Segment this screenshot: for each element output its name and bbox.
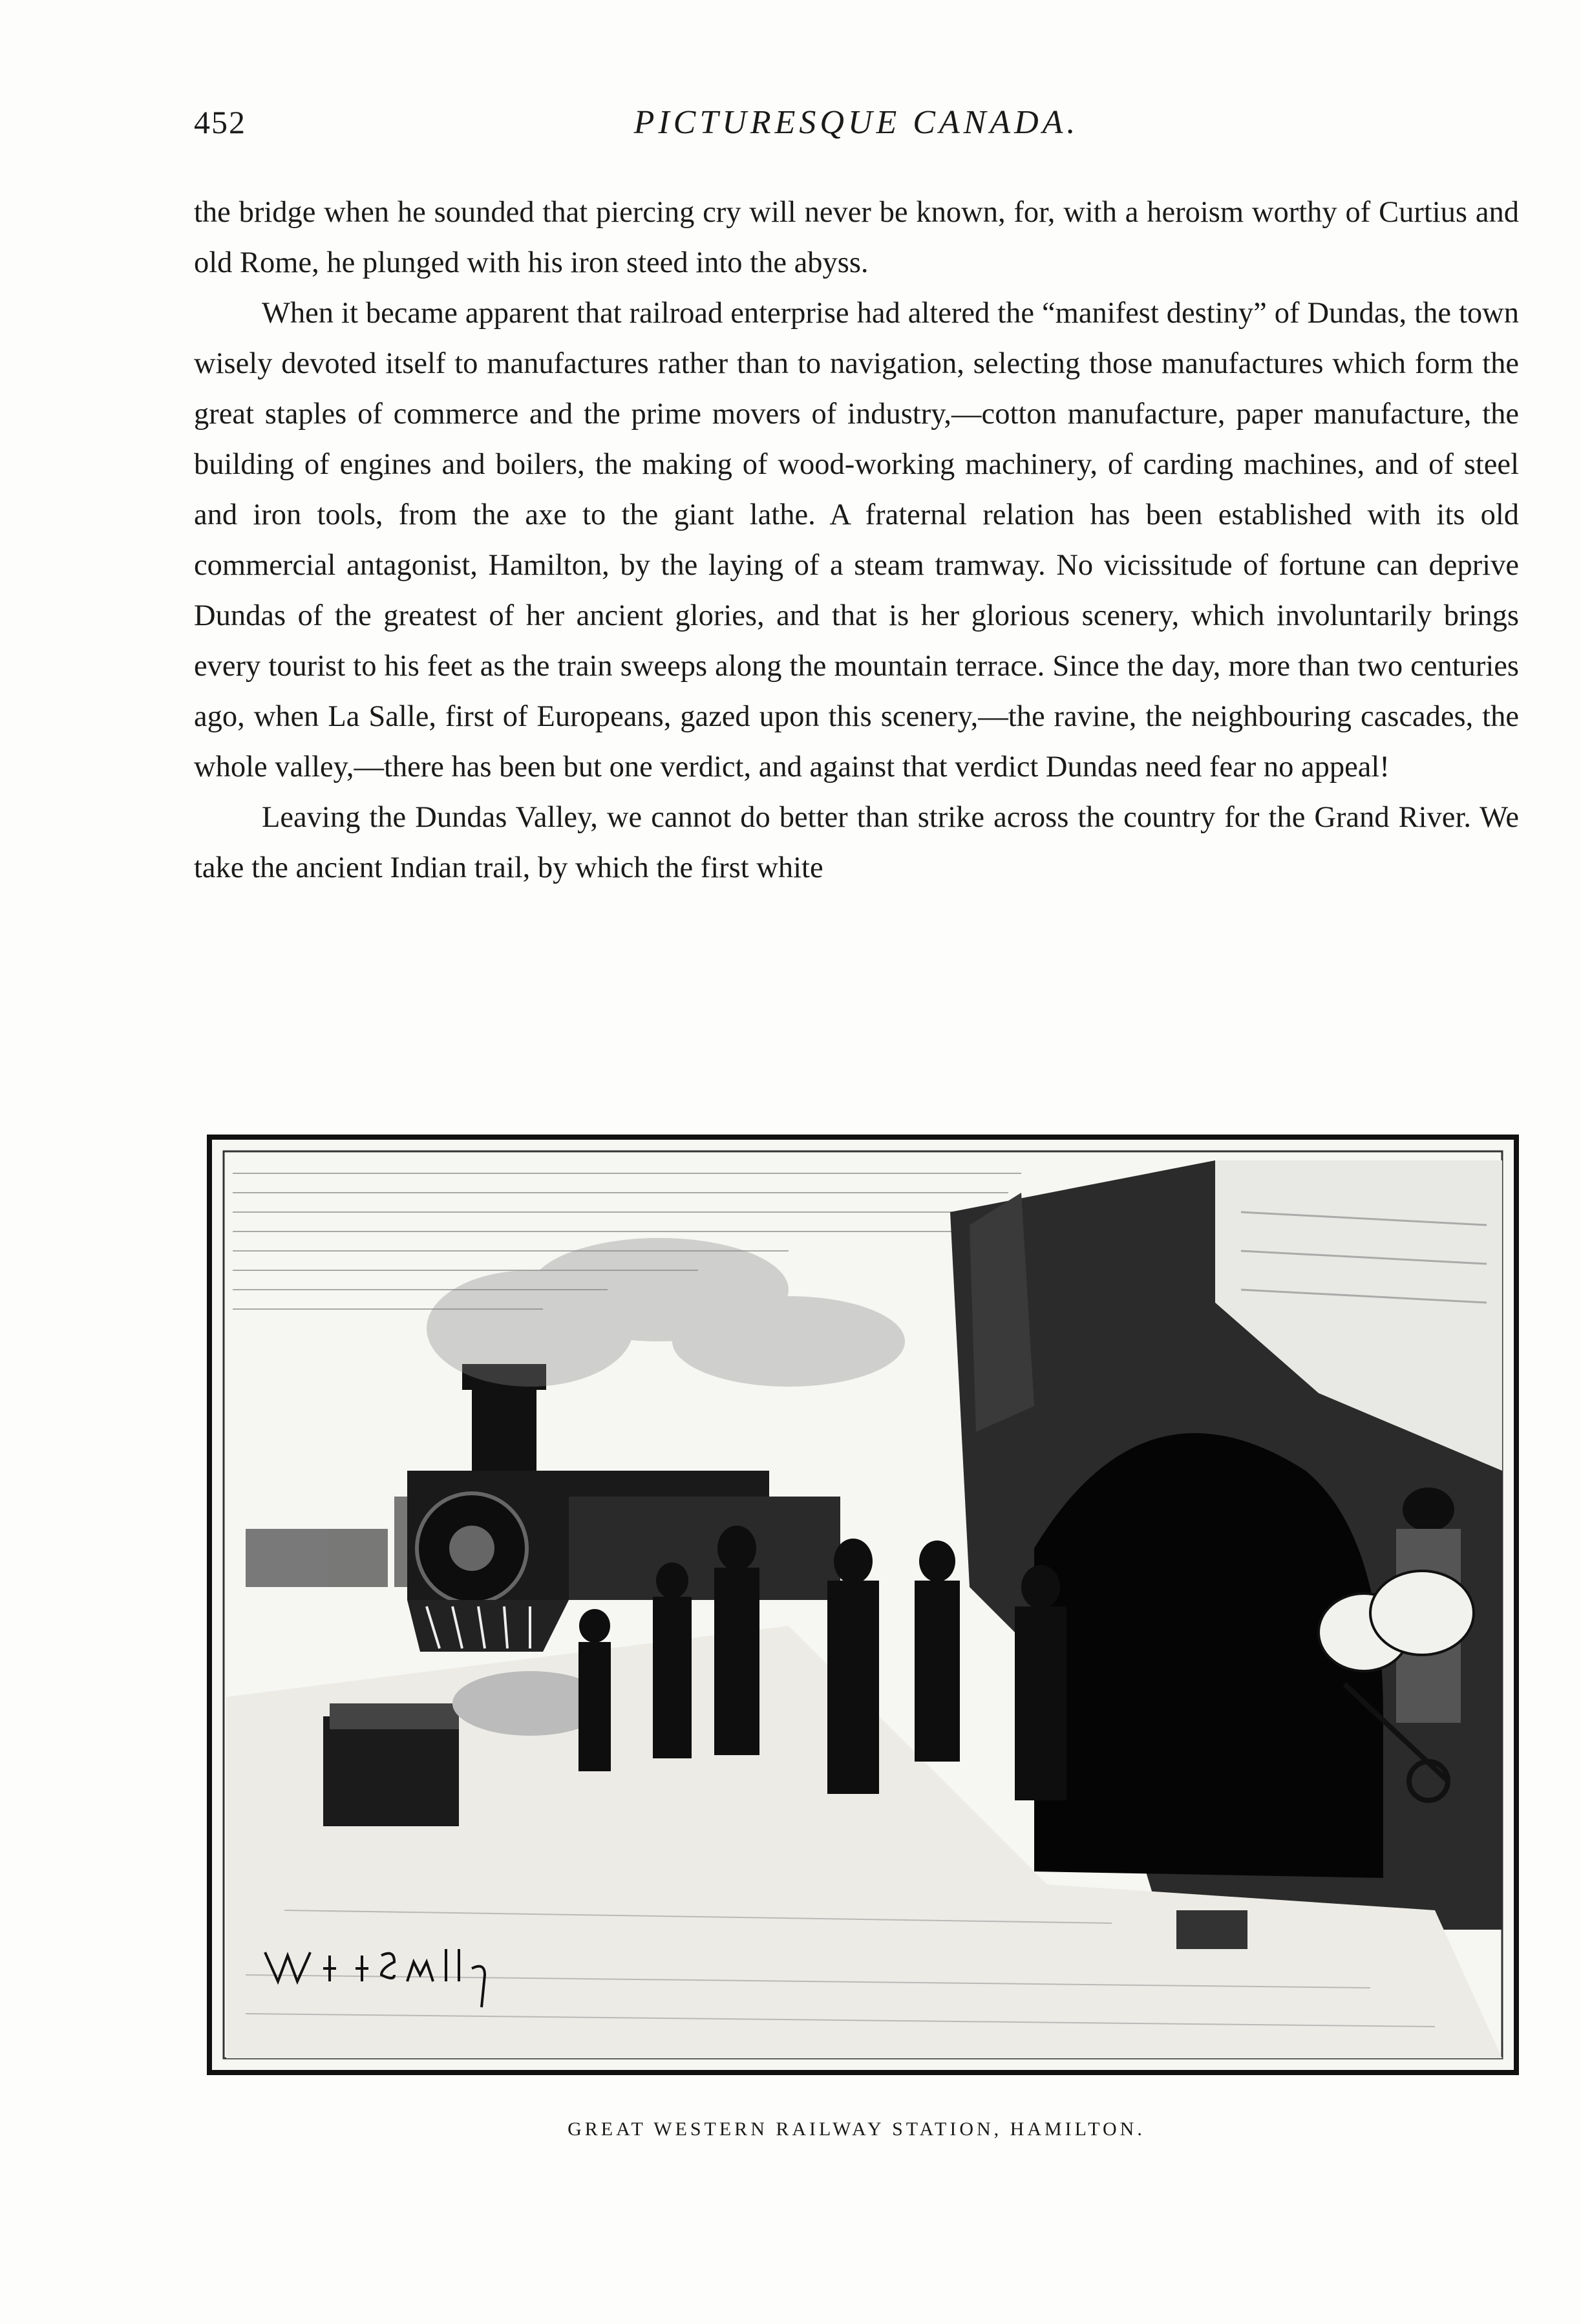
paragraph: When it became apparent that railroad enterprise had altered the “manifest destiny” of Dundas, the town wisely devoted itself to manufactures rather than to navigation, selecting those manufactures which form the great staples of commerce and the prime movers of industry,—cotton manufacture, paper manufacture, the building of engines and boilers, the making of wood-working machinery, of carding machines, and of steel and iron tools, from the axe to the giant lathe. A fraternal relation has been established with its old commercial antagonist, Hamilton, by the laying of a steam tramway. No vicissitude of fortune can deprive Dundas of the greatest of her ancient glories, and that is her glorious scenery, which involuntarily brings every tourist to his feet as the train sweeps along the mountain terrace. Since the day, more than two centuries ago, when La Salle, first of Europeans, gazed upon this scenery,—the ravine, the neighbouring cascades, the whole valley,—there has been but one verdict, and against that verdict Dundas need fear no appeal! (194, 297, 1519, 784)
paragraph: Leaving the Dundas Valley, we cannot do better than strike across the country for the Grand River. We take the ancient Indian trail, by which the first white (194, 801, 1519, 884)
illustration-railway-station (207, 1135, 1519, 2075)
page-number: 452 (194, 104, 246, 140)
running-title: PICTURESQUE CANADA. (633, 104, 1079, 141)
paragraph: the bridge when he sounded that piercing cry will never be known, for, with a heroism worthy of Curtius and old Rome, he plunged with his iron steed into the abyss. (194, 196, 1519, 279)
figure-caption: GREAT WESTERN RAILWAY STATION, HAMILTON. (568, 2118, 1145, 2140)
engraving-image (207, 1135, 1519, 2075)
running-head (194, 103, 1519, 155)
body-text (194, 187, 1519, 893)
